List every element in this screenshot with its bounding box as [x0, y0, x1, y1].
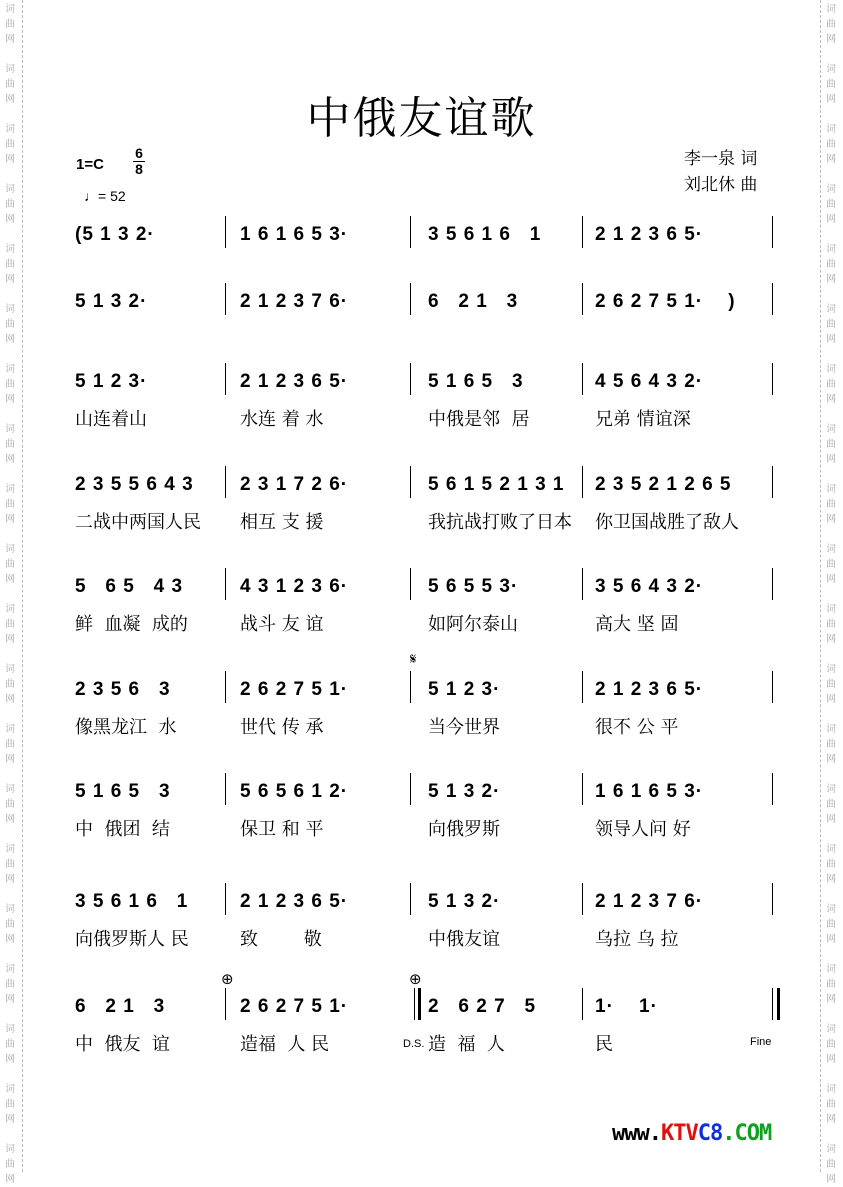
watermark-text: 词 曲 网	[5, 964, 15, 1005]
barline	[225, 988, 226, 1020]
barline	[772, 466, 773, 498]
lyrics: 鲜 血凝 成的	[75, 614, 188, 635]
notes: 4 5 6 4 3 2·	[595, 371, 704, 392]
notes: 5 6 5 6 1 2·	[240, 781, 349, 802]
lyrics: 致 敬	[240, 929, 322, 950]
watermark-text: 词 曲 网	[5, 64, 15, 105]
measure	[240, 996, 349, 1055]
notes: 5 1 2 3·	[75, 371, 148, 392]
watermark-text: 词 曲 网	[826, 184, 836, 225]
watermark-text: 词 曲 网	[5, 844, 15, 885]
barline	[225, 671, 226, 703]
measure	[428, 996, 537, 1055]
watermark-text: 词 曲 网	[826, 604, 836, 645]
watermark-text: 词 曲 网	[826, 1084, 836, 1125]
notes: 2 1 2 3 7 6·	[595, 891, 704, 912]
measure	[75, 679, 177, 738]
watermark-text: 词 曲 网	[826, 1024, 836, 1065]
notes: 6 2 1 3	[75, 996, 166, 1017]
notes: 2 6 2 7 5 1· )	[595, 291, 736, 312]
lyricist: 李一泉 词	[684, 149, 758, 169]
measure	[240, 781, 349, 840]
notes: 1 6 1 6 5 3·	[595, 781, 704, 802]
watermark-text: 词 曲 网	[826, 904, 836, 945]
barline	[582, 363, 583, 395]
notes: 2 3 5 5 6 4 3	[75, 474, 194, 495]
notes: 3 5 6 1 6 1	[428, 224, 542, 245]
measure	[240, 291, 348, 313]
measure	[595, 679, 704, 738]
measure	[428, 371, 530, 430]
lyrics: 相互 支 援	[240, 512, 324, 533]
watermark-text: 词 曲 网	[826, 964, 836, 1005]
measure	[595, 371, 704, 430]
barline	[410, 568, 411, 600]
lyrics: 高大 坚 固	[595, 614, 679, 635]
notes: 5 1 3 2·	[428, 781, 501, 802]
lyrics: 向俄罗斯	[428, 819, 500, 840]
lyrics: 山连着山	[75, 409, 147, 430]
watermark-text: 词 曲 网	[826, 844, 836, 885]
watermark-text: 词 曲 网	[826, 4, 836, 45]
barline	[772, 988, 780, 1020]
meter-bottom: 8	[135, 161, 143, 177]
notes: 2 1 2 3 6 5·	[595, 224, 704, 245]
measure	[428, 679, 501, 738]
lyrics: 当今世界	[428, 717, 500, 738]
watermark-text: 词 曲 网	[5, 904, 15, 945]
lyrics: 中俄是邻 居	[428, 409, 530, 430]
watermark-text: 词 曲 网	[5, 1084, 15, 1125]
notes: 2 1 2 3 6 5·	[240, 371, 349, 392]
site-logo	[612, 1121, 771, 1146]
watermark-text: 词 曲 网	[5, 244, 15, 285]
lyrics: 造 福 人	[428, 1034, 505, 1055]
measure	[428, 576, 519, 635]
watermark-text: 词 曲 网	[5, 604, 15, 645]
watermark-text: 词 曲 网	[826, 364, 836, 405]
watermark-text: 词 曲 网	[5, 4, 15, 45]
watermark-text: 词 曲 网	[826, 664, 836, 705]
watermark-text: 词 曲 网	[826, 304, 836, 345]
barline	[225, 216, 226, 248]
notes: 2 3 5 6 3	[75, 679, 171, 700]
lyrics: 如阿尔泰山	[428, 614, 518, 635]
measure	[595, 291, 736, 313]
barline	[772, 363, 773, 395]
ds-mark: D.S.	[403, 1038, 425, 1050]
measure	[428, 891, 501, 950]
logo-c8: C8	[697, 1121, 723, 1146]
composer: 刘北休 曲	[684, 175, 758, 195]
fine-mark: Fine	[750, 1036, 772, 1048]
notes: 5 6 5 5 3·	[428, 576, 519, 597]
measure	[240, 371, 349, 430]
measure	[75, 781, 171, 840]
segno-icon: 𝄋	[410, 650, 417, 668]
barline	[582, 216, 583, 248]
notes: 4 3 1 2 3 6·	[240, 576, 349, 597]
notes: 5 6 5 4 3	[75, 576, 184, 597]
coda-icon-2: ⊕	[409, 970, 422, 988]
measure	[75, 891, 189, 950]
measure	[595, 224, 703, 246]
notes: 2 3 5 2 1 2 6 5	[595, 474, 732, 495]
watermark-text: 词 曲 网	[826, 244, 836, 285]
tempo-value: = 52	[98, 188, 126, 204]
measure	[75, 474, 201, 533]
barline	[772, 773, 773, 805]
watermark-text: 词 曲 网	[5, 1024, 15, 1065]
barline	[772, 568, 773, 600]
measure	[428, 474, 572, 533]
watermark-text: 词 曲 网	[826, 1144, 836, 1185]
measure	[428, 291, 518, 313]
lyrics: 民	[595, 1034, 613, 1055]
lyrics: 中 俄团 结	[75, 819, 170, 840]
measure	[428, 781, 501, 840]
measure	[75, 576, 188, 635]
barline	[225, 568, 226, 600]
watermark-text: 词 曲 网	[5, 544, 15, 585]
barline	[410, 216, 411, 248]
logo-com: .COM	[722, 1121, 772, 1146]
watermark-text: 词 曲 网	[5, 364, 15, 405]
watermark-text: 词 曲 网	[5, 724, 15, 765]
logo-www: www.	[612, 1121, 661, 1146]
barline	[225, 883, 226, 915]
barline	[225, 466, 226, 498]
notes: 5 1 3 2·	[75, 291, 148, 312]
notes: 5 1 6 5 3	[75, 781, 171, 802]
notes: 2 6 2 7 5 1·	[240, 996, 349, 1017]
barline	[225, 773, 226, 805]
lyrics: 像黑龙江 水	[75, 717, 177, 738]
lyrics: 战斗 友 谊	[240, 614, 324, 635]
measure	[595, 576, 704, 635]
lyrics: 向俄罗斯人 民	[75, 929, 189, 950]
watermark-text: 词 曲 网	[826, 124, 836, 165]
notes: 5 1 6 5 3	[428, 371, 524, 392]
watermark-column-left	[0, 0, 23, 1185]
notes: 2 3 1 7 2 6·	[240, 474, 349, 495]
notes: 2 1 2 3 6 5·	[240, 891, 349, 912]
barline	[410, 466, 411, 498]
time-signature	[133, 146, 145, 177]
barline	[772, 883, 773, 915]
coda-icon: ⊕	[221, 970, 234, 988]
measure	[240, 474, 349, 533]
watermark-text: 词 曲 网	[826, 724, 836, 765]
measure	[240, 576, 349, 635]
barline	[772, 216, 773, 248]
measure	[75, 224, 155, 246]
notes: 3 5 6 1 6 1	[75, 891, 189, 912]
key-signature: 1=C	[76, 156, 104, 173]
lyrics: 乌拉 乌 拉	[595, 929, 679, 950]
lyrics: 领导人问 好	[595, 819, 691, 840]
notes: 5 1 3 2·	[428, 891, 501, 912]
lyrics: 水连 着 水	[240, 409, 324, 430]
watermark-text: 词 曲 网	[5, 484, 15, 525]
notes: 2 6 2 7 5	[428, 996, 537, 1017]
watermark-text: 词 曲 网	[5, 184, 15, 225]
notes: 5 6 1 5 2 1 3 1	[428, 474, 565, 495]
lyrics: 保卫 和 平	[240, 819, 324, 840]
barline	[410, 363, 411, 395]
watermark-text: 词 曲 网	[826, 544, 836, 585]
measure	[428, 224, 541, 246]
watermark-text: 词 曲 网	[5, 664, 15, 705]
watermark-text: 词 曲 网	[5, 1144, 15, 1185]
lyrics: 造福 人 民	[240, 1034, 330, 1055]
quarter-note-icon: ♩	[84, 188, 98, 204]
measure	[75, 291, 147, 313]
watermark-text: 词 曲 网	[826, 64, 836, 105]
barline	[582, 883, 583, 915]
measure	[595, 474, 739, 533]
measure	[240, 679, 349, 738]
barline	[225, 363, 226, 395]
barline	[582, 466, 583, 498]
barline	[772, 283, 773, 315]
watermark-text: 词 曲 网	[826, 784, 836, 825]
barline	[410, 671, 411, 703]
notes: 2 1 2 3 6 5·	[595, 679, 704, 700]
notes: 3 5 6 4 3 2·	[595, 576, 704, 597]
lyrics: 兄弟 情谊深	[595, 409, 691, 430]
lyrics: 你卫国战胜了敌人	[595, 512, 739, 533]
barline	[410, 773, 411, 805]
watermark-text: 词 曲 网	[5, 424, 15, 465]
notes: 1· 1·	[595, 996, 658, 1017]
barline	[225, 283, 226, 315]
barline	[582, 671, 583, 703]
watermark-text: 词 曲 网	[5, 304, 15, 345]
watermark-column-right	[820, 0, 843, 1185]
lyrics: 我抗战打败了日本	[428, 512, 572, 533]
notes: 6 2 1 3	[428, 291, 519, 312]
barline	[582, 283, 583, 315]
logo-ktv: KTV	[660, 1121, 698, 1146]
lyrics: 中俄友谊	[428, 929, 500, 950]
tempo-marking	[84, 188, 126, 204]
barline	[414, 988, 421, 1020]
meter-top: 6	[135, 145, 143, 161]
notes: 1 6 1 6 5 3·	[240, 224, 349, 245]
song-title: 中俄友谊歌	[306, 93, 537, 144]
credits	[684, 146, 757, 198]
barline	[582, 568, 583, 600]
lyrics: 中 俄友 谊	[75, 1034, 170, 1055]
measure	[240, 891, 349, 950]
measure	[595, 891, 704, 950]
notes: 2 6 2 7 5 1·	[240, 679, 349, 700]
barline	[582, 988, 583, 1020]
notes: 5 1 2 3·	[428, 679, 501, 700]
watermark-text: 词 曲 网	[826, 484, 836, 525]
measure	[595, 781, 704, 840]
notes: 2 1 2 3 7 6·	[240, 291, 349, 312]
notes: (5 1 3 2·	[75, 224, 155, 245]
lyrics: 很不 公 平	[595, 717, 679, 738]
barline	[410, 883, 411, 915]
watermark-text: 词 曲 网	[5, 124, 15, 165]
barline	[772, 671, 773, 703]
measure	[75, 371, 148, 430]
watermark-text: 词 曲 网	[826, 424, 836, 465]
lyrics: 二战中两国人民	[75, 512, 201, 533]
barline	[582, 773, 583, 805]
barline	[410, 283, 411, 315]
measure	[75, 996, 170, 1055]
watermark-text: 词 曲 网	[5, 784, 15, 825]
measure	[595, 996, 658, 1055]
lyrics: 世代 传 承	[240, 717, 324, 738]
measure	[240, 224, 348, 246]
